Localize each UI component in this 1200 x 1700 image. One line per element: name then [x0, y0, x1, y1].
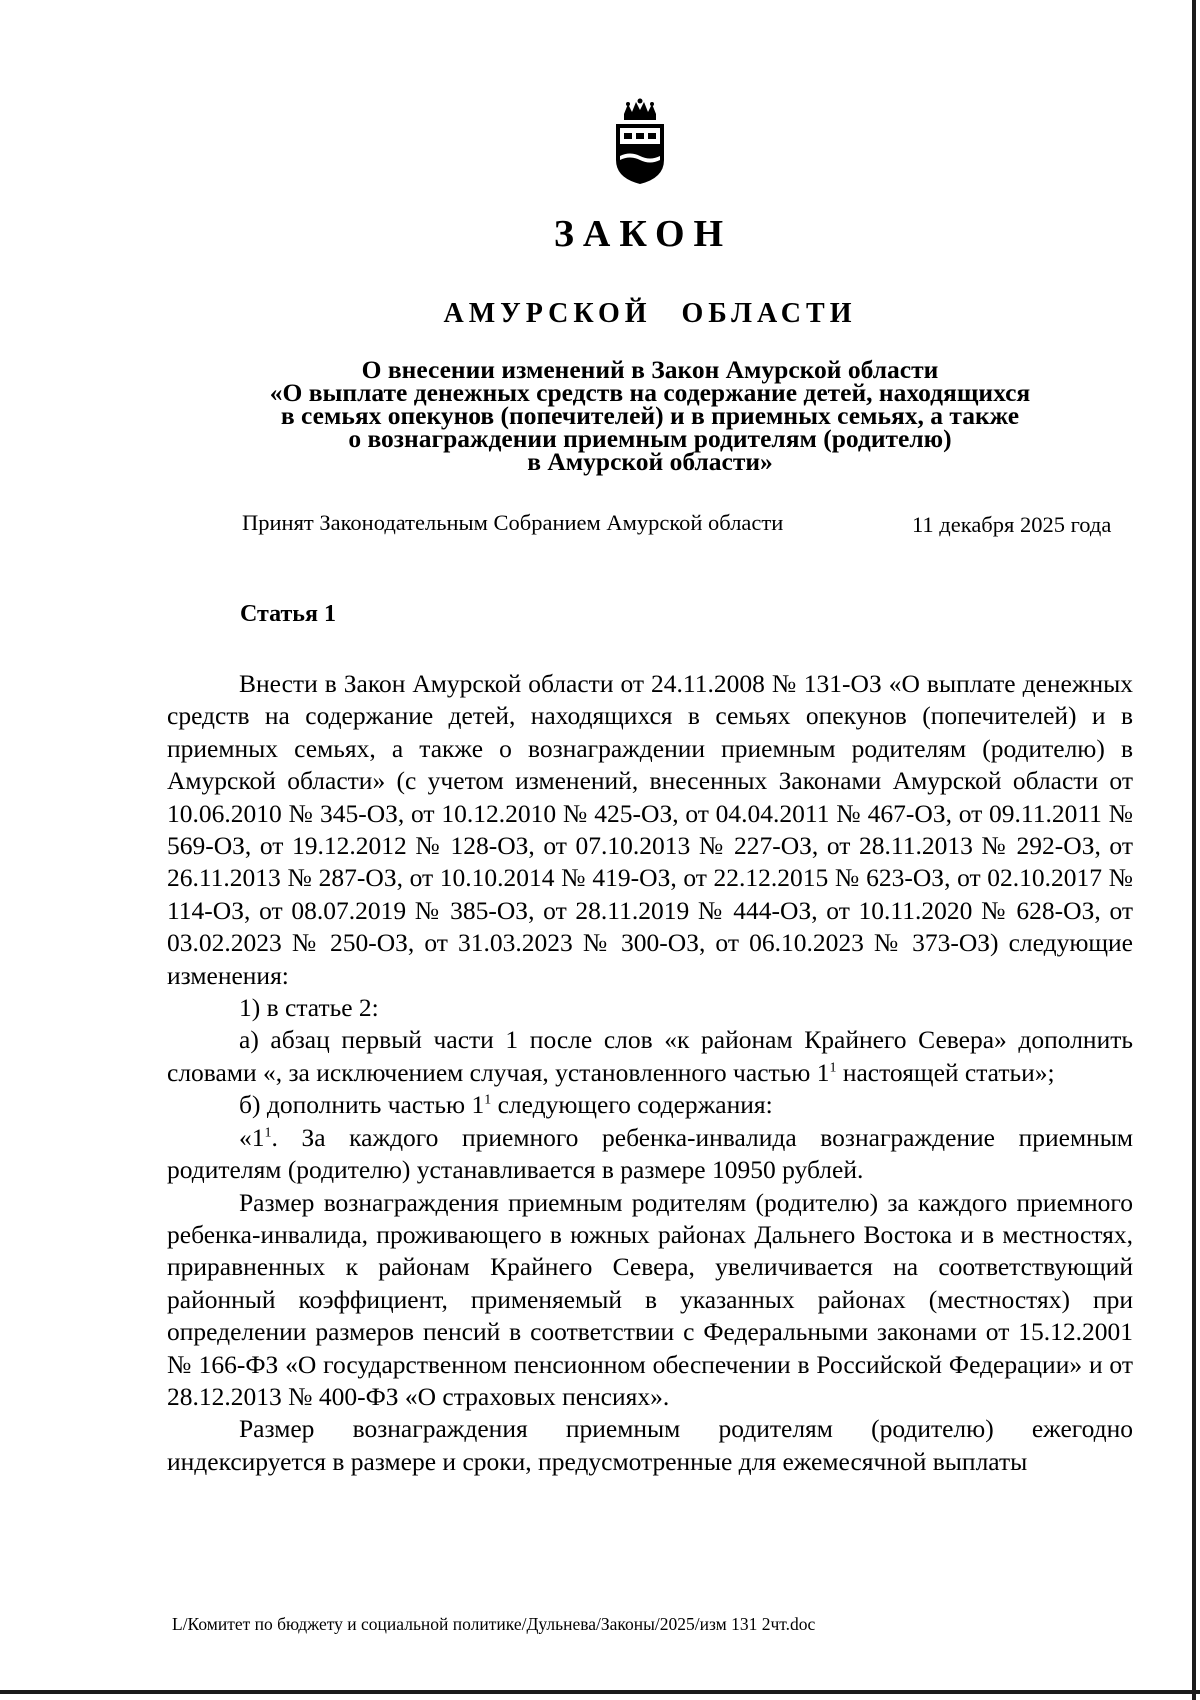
file-path-footer: L/Комитет по бюджету и социальной политике/Дульнева/Законы/2025/изм 131 2чт.doc [172, 1614, 816, 1634]
article-heading: Статья 1 [240, 601, 336, 627]
scan-edge-right [1192, 0, 1196, 1700]
law-title-line: в Амурской области» [527, 447, 773, 476]
document-type-heading: ЗАКОН [553, 213, 733, 255]
coat-of-arms-emblem [610, 98, 670, 186]
law-title-line: о вознаграждении приемным родителям (родителю) [348, 424, 952, 453]
superscript: 1 [829, 1060, 837, 1076]
law-title [180, 355, 1120, 476]
article-intro-paragraph: Внести в Закон Амурской области от 24.11.2008 № 131-ОЗ «О выплате денежных средств на содержание детей, находящихся в семьях опекунов (попечителей) и в приемных семьях, а также о вознаграждении приемным родителям (родителю) в Амурской области» (с учетом изменений, внесенных Законами Амурской области от 10.06.2010 № 345-ОЗ, от 10.12.2010 № 425-ОЗ, от 04.04.2011 № 467-ОЗ, от 09.11.2011 № 569-ОЗ, от 19.12.2012 № 128-ОЗ, от 07.10.2013 № 227-ОЗ, от 28.11.2013 № 292-ОЗ, от 26.11.2013 № 287-ОЗ, от 10.10.2014 № 419-ОЗ, от 22.12.2015 № 623-ОЗ, от 02.10.2017 № 114-ОЗ, от 08.07.2019 № 385-ОЗ, от 28.11.2019 № 444-ОЗ, от 10.11.2020 № 628-ОЗ, от 03.02.2023 № 250-ОЗ, от 31.03.2023 № 300-ОЗ, от 06.10.2023 № 373-ОЗ) следующие изменения: [167, 669, 1133, 990]
item-a [167, 1024, 1133, 1089]
law-title-line: О внесении изменений в Закон Амурской области [361, 355, 939, 384]
reward-size-paragraph: Размер вознаграждения приемным родителям (родителю) за каждого приемного ребенка-инвалида, проживающего в южных районах Дальнего Востока и в местностях, приравненных к районам Крайнего Севера, увеличивается на соответствующий районный коэффициент, применяемый в указанных районах (местностях) при определении размеров пенсий в соответствии с Федеральными законами от 15.12.2001 № 166-ФЗ «О государственном пенсионном обеспечении в Российской Федерации» и от 28.12.2013 № 400-ФЗ «О страховых пенсиях». [167, 1187, 1133, 1411]
item-b-text: б) дополнить частью 1 [239, 1090, 485, 1120]
superscript: 1 [264, 1125, 272, 1141]
item-b-text-end: следующего содержания: [491, 1090, 773, 1120]
indexation-paragraph: Размер вознаграждения приемным родителям (родителю) ежегодно индексируется в размере и сроки, предусмотренные для ежемесячной выплаты [167, 1414, 1133, 1476]
quoted-part-1-1 [167, 1122, 1133, 1187]
region-heading: АМУРСКОЙ ОБЛАСТИ [443, 298, 857, 329]
item-b [167, 1089, 1133, 1121]
item-a-text: а) абзац первый части 1 после слов «к районам Крайнего Севера» дополнить словами «, за исключением случая, установленного частью 1 [167, 1025, 1133, 1087]
law-title-line: в семьях опекунов (попечителей) и в приемных семьях, а также [280, 401, 1020, 430]
scan-edge-bottom [0, 1690, 1200, 1694]
adoption-date: 11 декабря 2025 года [912, 512, 1112, 537]
article-body [167, 668, 1133, 1478]
law-title-line: «О выплате денежных средств на содержание детей, находящихся [269, 378, 1031, 407]
item-a-text-end: настоящей статьи»; [836, 1057, 1055, 1087]
quote-text: . За каждого приемного ребенка-инвалида вознаграждение приемным родителям (родителю) устанавливается в размере 10950 рублей. [167, 1122, 1133, 1185]
superscript: 1 [484, 1092, 492, 1108]
adoption-statement: Принят Законодательным Собранием Амурской области [242, 510, 784, 535]
quote-number: «1 [239, 1122, 265, 1152]
item-1: 1) в статье 2: [239, 993, 379, 1023]
